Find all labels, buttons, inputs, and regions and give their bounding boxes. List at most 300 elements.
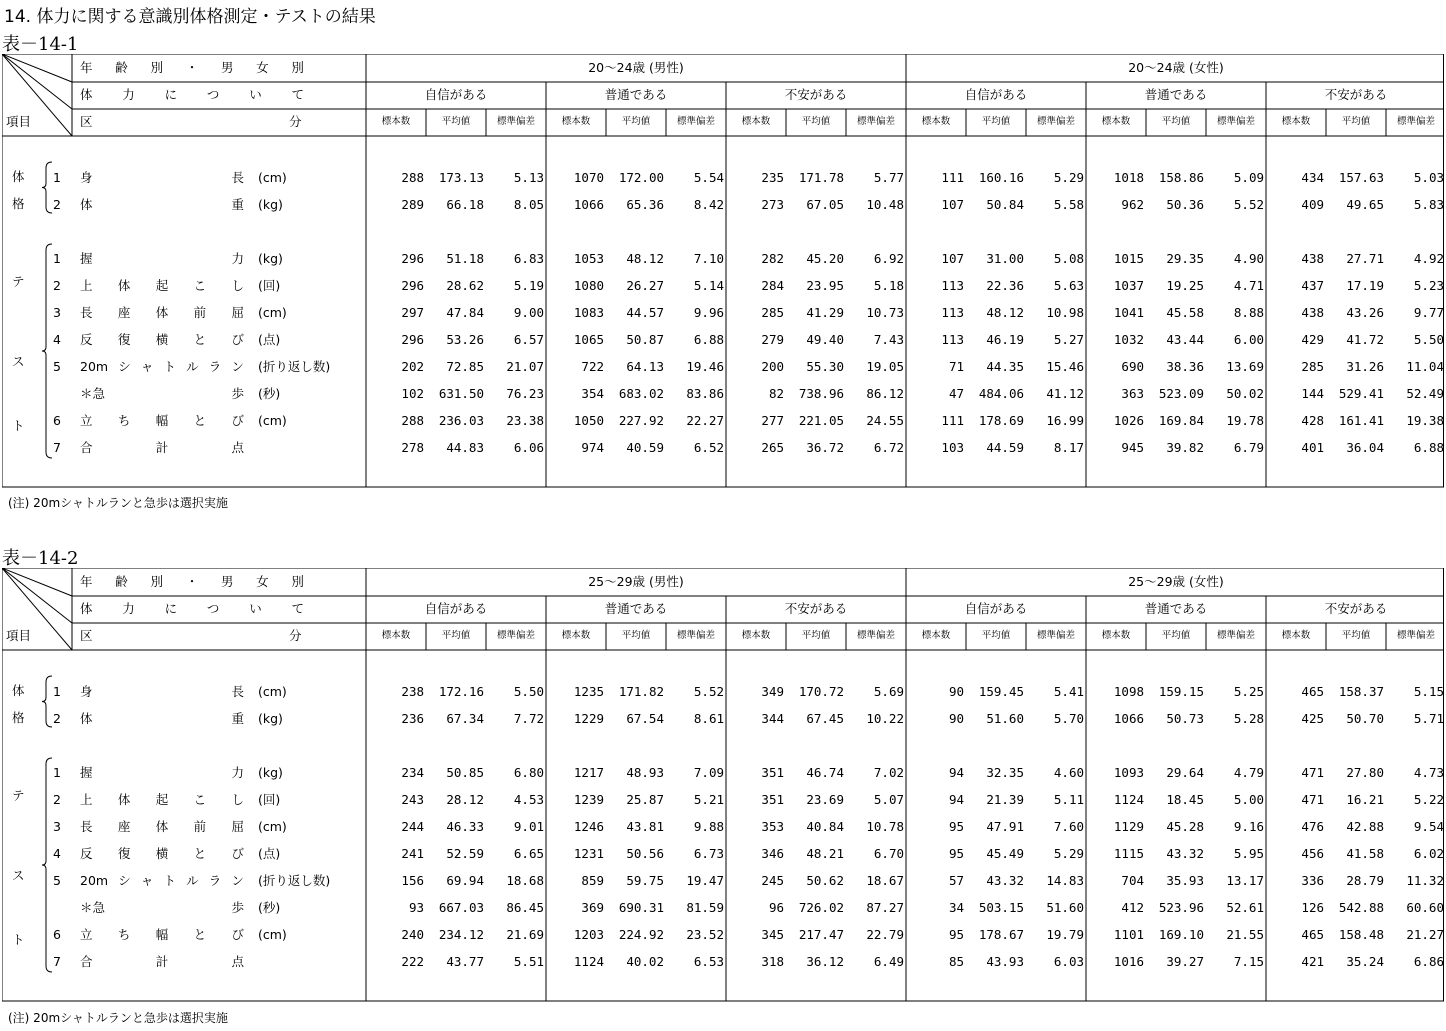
data-cell: 1041: [1113, 305, 1144, 320]
data-cell: 24.55: [866, 413, 904, 428]
header-stat: 平均値: [1161, 116, 1191, 127]
data-cell: 6.86: [1413, 954, 1444, 969]
data-cell: 10.98: [1046, 305, 1084, 320]
header-female: 20～24歳 (女性): [1128, 60, 1224, 75]
data-cell: 113: [941, 332, 964, 347]
data-cell: 44.59: [986, 440, 1024, 455]
data-cell: 945: [1121, 440, 1144, 455]
header-stat: 平均値: [801, 630, 831, 641]
diagonal-1: [2, 568, 72, 596]
data-cell: 471: [1301, 765, 1324, 780]
data-cell: 41.29: [806, 305, 844, 320]
item-name: [80, 927, 244, 943]
data-cell: 5.71: [1413, 711, 1444, 726]
header-age-sex-char: 別: [291, 574, 304, 589]
data-cell: 158.48: [1338, 927, 1384, 942]
data-cell: 65.36: [626, 197, 664, 212]
header-fitness-char: 体: [80, 87, 93, 102]
header-group: 普通である: [604, 87, 668, 102]
data-cell: 7.09: [693, 765, 724, 780]
data-cell: 95: [948, 819, 964, 834]
item-unit: (回): [258, 792, 281, 807]
item-name-char: ル: [186, 359, 199, 374]
data-cell: 29.35: [1166, 251, 1204, 266]
item-name-char: び: [231, 927, 244, 942]
header-age-sex-char: 別: [291, 60, 304, 75]
header-item: 項目: [6, 628, 32, 643]
item-name-char: 横: [155, 332, 169, 347]
data-cell: 51.18: [446, 251, 484, 266]
item-number: 6: [53, 413, 61, 428]
data-cell: 9.54: [1413, 819, 1444, 834]
header-age-sex-char: 女: [256, 574, 269, 589]
item-name-char: 握: [80, 765, 93, 780]
item-name-char: 体: [155, 305, 169, 320]
data-cell: 50.02: [1226, 386, 1264, 401]
item-name-char: と: [193, 846, 207, 861]
data-cell: 22.79: [866, 927, 904, 942]
data-cell: 19.78: [1226, 413, 1264, 428]
data-cell: 39.27: [1166, 954, 1204, 969]
data-cell: 5.08: [1053, 251, 1084, 266]
data-cell: 344: [761, 711, 784, 726]
data-cell: 345: [761, 927, 784, 942]
item-name-char: シ: [118, 873, 131, 888]
data-cell: 4.71: [1233, 278, 1264, 293]
data-cell: 86.45: [506, 900, 544, 915]
item-name-char: 力: [231, 251, 244, 266]
item-name: [80, 684, 244, 700]
data-cell: 23.52: [686, 927, 724, 942]
item-name-char: 幅: [155, 413, 169, 428]
data-cell: 726.02: [798, 900, 844, 915]
header-age-sex-char: ・: [185, 574, 199, 589]
data-cell: 4.92: [1413, 251, 1444, 266]
data-cell: 265: [761, 440, 784, 455]
header-bun: 分: [289, 114, 302, 129]
header-stat: 平均値: [1341, 630, 1371, 641]
item-name-char: 上: [80, 278, 93, 293]
data-cell: 5.22: [1413, 792, 1444, 807]
header-fitness-char: に: [164, 87, 178, 102]
item-name-char: ャ: [140, 873, 154, 888]
data-cell: 40.59: [626, 440, 664, 455]
data-cell: 51.60: [1046, 900, 1084, 915]
header-fitness-char: 力: [122, 601, 135, 616]
data-cell: 158.86: [1158, 170, 1204, 185]
data-cell: 94: [948, 765, 964, 780]
table-label-14-1: 表－14-1: [2, 34, 79, 55]
data-cell: 284: [761, 278, 784, 293]
data-cell: 5.50: [1413, 332, 1444, 347]
item-unit: (kg): [258, 251, 283, 266]
data-cell: 35.24: [1346, 954, 1384, 969]
header-stat: 標本数: [921, 116, 951, 127]
category-test: ス: [12, 868, 25, 883]
data-cell: 50.73: [1166, 711, 1204, 726]
brace-taikaku: [42, 676, 52, 727]
data-cell: 722: [581, 359, 604, 374]
header-stat: 標準偏差: [496, 116, 535, 127]
data-cell: 6.03: [1053, 954, 1084, 969]
item-name-char: 合: [80, 954, 93, 969]
item-name-char: 力: [231, 765, 244, 780]
data-cell: 278: [401, 440, 424, 455]
header-stat: 標本数: [1101, 116, 1131, 127]
table-note-14-1: (注) 20mシャトルランと急歩は選択実施: [8, 496, 228, 510]
data-cell: 102: [401, 386, 424, 401]
data-cell: 6.70: [873, 846, 904, 861]
item-number: 3: [53, 819, 61, 834]
data-cell: 4.53: [513, 792, 544, 807]
data-cell: 49.65: [1346, 197, 1384, 212]
item-name-char: 起: [155, 792, 169, 807]
data-cell: 50.36: [1166, 197, 1204, 212]
data-cell: 5.28: [1233, 711, 1264, 726]
data-cell: 5.21: [693, 792, 724, 807]
item-name-char: 握: [80, 251, 93, 266]
data-cell: 5.52: [693, 684, 724, 699]
header-fitness-char: て: [291, 601, 304, 616]
data-cell: 434: [1301, 170, 1324, 185]
data-cell: 158.37: [1338, 684, 1384, 699]
data-cell: 19.46: [686, 359, 724, 374]
item-number: 5: [53, 873, 61, 888]
item-name-char: ン: [231, 359, 244, 374]
data-cell: 19.25: [1166, 278, 1204, 293]
data-cell: 111: [941, 170, 964, 185]
data-cell: 6.80: [513, 765, 544, 780]
data-cell: 41.72: [1346, 332, 1384, 347]
data-cell: 1070: [573, 170, 604, 185]
item-number: 2: [53, 278, 61, 293]
item-name-char: 前: [193, 819, 207, 834]
data-cell: 5.29: [1053, 846, 1084, 861]
category-test: テ: [12, 274, 25, 289]
data-cell: 83.86: [686, 386, 724, 401]
item-name-char: 体: [117, 278, 131, 293]
data-cell: 222: [401, 954, 424, 969]
data-cell: 227.92: [618, 413, 664, 428]
item-unit: (回): [258, 278, 281, 293]
data-cell: 5.54: [693, 170, 724, 185]
header-fitness-char: に: [164, 601, 178, 616]
data-cell: 23.38: [506, 413, 544, 428]
header-group: 不安がある: [784, 601, 848, 616]
data-cell: 10.73: [866, 305, 904, 320]
header-stat: 平均値: [1341, 116, 1371, 127]
data-cell: 43.93: [986, 954, 1024, 969]
item-number: 5: [53, 359, 61, 374]
data-cell: 465: [1301, 927, 1324, 942]
data-cell: 67.34: [446, 711, 484, 726]
data-cell: 107: [941, 251, 964, 266]
item-name-char: 重: [231, 197, 244, 212]
item-number: 1: [53, 684, 61, 699]
data-cell: 9.96: [693, 305, 724, 320]
data-cell: 10.78: [866, 819, 904, 834]
item-unit: (点): [258, 846, 281, 861]
header-stat: 標準偏差: [1216, 630, 1255, 641]
item-name-char: 長: [80, 305, 93, 320]
item-name-char: 幅: [155, 927, 169, 942]
item-name-char: 身: [80, 684, 93, 699]
data-cell: 1246: [573, 819, 604, 834]
data-cell: 296: [401, 251, 424, 266]
item-number: 2: [53, 197, 61, 212]
item-unit: (kg): [258, 197, 283, 212]
header-group: 不安がある: [1324, 87, 1388, 102]
data-cell: 31.26: [1346, 359, 1384, 374]
category-test: ト: [12, 932, 25, 947]
data-cell: 1235: [573, 684, 604, 699]
category-taikaku: 体: [12, 683, 25, 698]
data-cell: 429: [1301, 332, 1324, 347]
data-cell: 43.26: [1346, 305, 1384, 320]
data-cell: 704: [1121, 873, 1144, 888]
data-cell: 318: [761, 954, 784, 969]
data-cell: 172.00: [618, 170, 664, 185]
header-male: 25～29歳 (男性): [588, 574, 684, 589]
data-cell: 1231: [573, 846, 604, 861]
data-cell: 161.41: [1338, 413, 1384, 428]
data-cell: 1050: [573, 413, 604, 428]
item-name-char: 立: [80, 413, 93, 428]
data-cell: 94: [948, 792, 964, 807]
data-cell: 296: [401, 332, 424, 347]
item-unit: (折り返し数): [258, 359, 331, 374]
data-cell: 1093: [1113, 765, 1144, 780]
data-cell: 96: [768, 900, 784, 915]
data-cell: 90: [948, 711, 964, 726]
item-name-char: 体: [80, 711, 93, 726]
item-name-char: 座: [117, 305, 131, 320]
data-cell: 6.72: [873, 440, 904, 455]
data-cell: 41.58: [1346, 846, 1384, 861]
header-stat: 標準偏差: [856, 630, 895, 641]
data-cell: 5.77: [873, 170, 904, 185]
item-name-char: こ: [193, 792, 207, 807]
data-cell: 71: [948, 359, 964, 374]
item-name-char: 体: [155, 819, 169, 834]
data-cell: 10.48: [866, 197, 904, 212]
item-number: 4: [53, 332, 61, 347]
data-cell: 18.67: [866, 873, 904, 888]
data-cell: 5.03: [1413, 170, 1444, 185]
header-stat: 平均値: [621, 116, 651, 127]
data-cell: 17.19: [1346, 278, 1384, 293]
data-cell: 7.60: [1053, 819, 1084, 834]
data-cell: 50.62: [806, 873, 844, 888]
data-cell: 1026: [1113, 413, 1144, 428]
header-fitness-char: 体: [80, 601, 93, 616]
data-cell: 48.12: [986, 305, 1024, 320]
data-cell: 6.00: [1233, 332, 1264, 347]
item-name-char: 座: [117, 819, 131, 834]
header-stat: 標準偏差: [1036, 116, 1075, 127]
item-name-char: び: [231, 332, 244, 347]
item-name-char: ル: [186, 873, 199, 888]
data-cell: 401: [1301, 440, 1324, 455]
data-cell: 6.88: [1413, 440, 1444, 455]
item-name-char: し: [231, 278, 244, 293]
item-name: [80, 251, 244, 267]
data-cell: 5.25: [1233, 684, 1264, 699]
item-name-char: 身: [80, 170, 93, 185]
item-name-char: 屈: [231, 305, 244, 320]
data-cell: 44.83: [446, 440, 484, 455]
data-cell: 428: [1301, 413, 1324, 428]
data-cell: 8.42: [693, 197, 724, 212]
data-cell: 82: [768, 386, 784, 401]
header-stat: 平均値: [621, 630, 651, 641]
data-cell: 107: [941, 197, 964, 212]
data-cell: 178.69: [978, 413, 1024, 428]
data-cell: 631.50: [438, 386, 484, 401]
data-cell: 13.69: [1226, 359, 1264, 374]
data-cell: 224.92: [618, 927, 664, 942]
data-cell: 41.12: [1046, 386, 1084, 401]
data-cell: 1124: [1113, 792, 1144, 807]
data-cell: 5.83: [1413, 197, 1444, 212]
data-cell: 234: [401, 765, 424, 780]
header-stat: 平均値: [441, 630, 471, 641]
header-stat: 標準偏差: [676, 116, 715, 127]
data-cell: 1018: [1113, 170, 1144, 185]
data-cell: 52.49: [1406, 386, 1444, 401]
data-cell: 5.15: [1413, 684, 1444, 699]
header-female: 25～29歳 (女性): [1128, 574, 1224, 589]
header-stat: 標準偏差: [1396, 630, 1435, 641]
data-cell: 542.88: [1338, 900, 1384, 915]
data-cell: 50.84: [986, 197, 1024, 212]
data-cell: 40.02: [626, 954, 664, 969]
data-cell: 1032: [1113, 332, 1144, 347]
category-test: ス: [12, 354, 25, 369]
item-unit: (cm): [258, 819, 287, 834]
data-cell: 4.60: [1053, 765, 1084, 780]
data-cell: 241: [401, 846, 424, 861]
data-cell: 6.57: [513, 332, 544, 347]
item-name: [80, 873, 244, 889]
data-cell: 46.19: [986, 332, 1024, 347]
data-cell: 1053: [573, 251, 604, 266]
data-cell: 288: [401, 413, 424, 428]
data-cell: 288: [401, 170, 424, 185]
item-number: 2: [53, 711, 61, 726]
data-cell: 1065: [573, 332, 604, 347]
data-cell: 9.88: [693, 819, 724, 834]
data-cell: 5.07: [873, 792, 904, 807]
data-cell: 7.10: [693, 251, 724, 266]
data-cell: 5.13: [513, 170, 544, 185]
data-cell: 421: [1301, 954, 1324, 969]
item-unit: (cm): [258, 413, 287, 428]
data-cell: 236.03: [438, 413, 484, 428]
data-cell: 11.32: [1406, 873, 1444, 888]
item-name-char: ち: [117, 413, 131, 428]
item-name-char: 反: [80, 332, 93, 347]
header-stat: 標本数: [741, 116, 771, 127]
item-unit: (点): [258, 332, 281, 347]
header-stat: 標本数: [1281, 116, 1311, 127]
data-cell: 16.21: [1346, 792, 1384, 807]
data-cell: 683.02: [618, 386, 664, 401]
brace-taikaku: [42, 162, 52, 213]
data-cell: 95: [948, 927, 964, 942]
category-test: テ: [12, 788, 25, 803]
data-cell: 282: [761, 251, 784, 266]
data-cell: 425: [1301, 711, 1324, 726]
data-cell: 529.41: [1338, 386, 1384, 401]
data-cell: 38.36: [1166, 359, 1204, 374]
data-cell: 285: [761, 305, 784, 320]
header-group: 不安がある: [1324, 601, 1388, 616]
data-cell: 34: [948, 900, 964, 915]
data-cell: 57: [948, 873, 964, 888]
data-cell: 36.72: [806, 440, 844, 455]
item-number: 4: [53, 846, 61, 861]
header-age-sex-char: 年: [80, 60, 93, 75]
data-cell: 6.73: [693, 846, 724, 861]
data-cell: 21.39: [986, 792, 1024, 807]
item-name-char: ＊急: [80, 386, 106, 401]
data-cell: 29.64: [1166, 765, 1204, 780]
data-cell: 1098: [1113, 684, 1144, 699]
data-cell: 438: [1301, 251, 1324, 266]
data-cell: 43.32: [1166, 846, 1204, 861]
data-cell: 1066: [573, 197, 604, 212]
data-cell: 21.55: [1226, 927, 1264, 942]
header-age-sex-char: 男: [220, 60, 234, 75]
data-cell: 18.68: [506, 873, 544, 888]
item-name: [80, 305, 244, 321]
data-cell: 456: [1301, 846, 1324, 861]
header-group: 自信がある: [964, 601, 1028, 616]
data-cell: 6.65: [513, 846, 544, 861]
data-cell: 523.09: [1158, 386, 1204, 401]
data-cell: 43.81: [626, 819, 664, 834]
data-cell: 336: [1301, 873, 1324, 888]
item-name-char: 計: [155, 440, 169, 455]
item-name: [80, 711, 244, 727]
item-name-char: ラ: [208, 359, 222, 374]
item-name: [80, 170, 244, 186]
data-cell: 5.09: [1233, 170, 1264, 185]
item-name: [80, 954, 244, 970]
data-cell: 5.29: [1053, 170, 1084, 185]
data-cell: 8.88: [1233, 305, 1264, 320]
data-cell: 523.96: [1158, 900, 1204, 915]
header-fitness-char: い: [249, 87, 262, 102]
data-cell: 6.49: [873, 954, 904, 969]
item-name-char: 復: [117, 846, 131, 861]
data-cell: 1016: [1113, 954, 1144, 969]
diagonal-2: [2, 568, 72, 623]
data-cell: 503.15: [978, 900, 1024, 915]
header-age-sex-char: 女: [256, 60, 269, 75]
header-stat: 標準偏差: [1396, 116, 1435, 127]
data-cell: 160.16: [978, 170, 1024, 185]
data-cell: 23.95: [806, 278, 844, 293]
data-cell: 4.73: [1413, 765, 1444, 780]
data-cell: 103: [941, 440, 964, 455]
data-cell: 202: [401, 359, 424, 374]
data-cell: 5.41: [1053, 684, 1084, 699]
data-cell: 285: [1301, 359, 1324, 374]
data-cell: 50.70: [1346, 711, 1384, 726]
data-cell: 690: [1121, 359, 1144, 374]
